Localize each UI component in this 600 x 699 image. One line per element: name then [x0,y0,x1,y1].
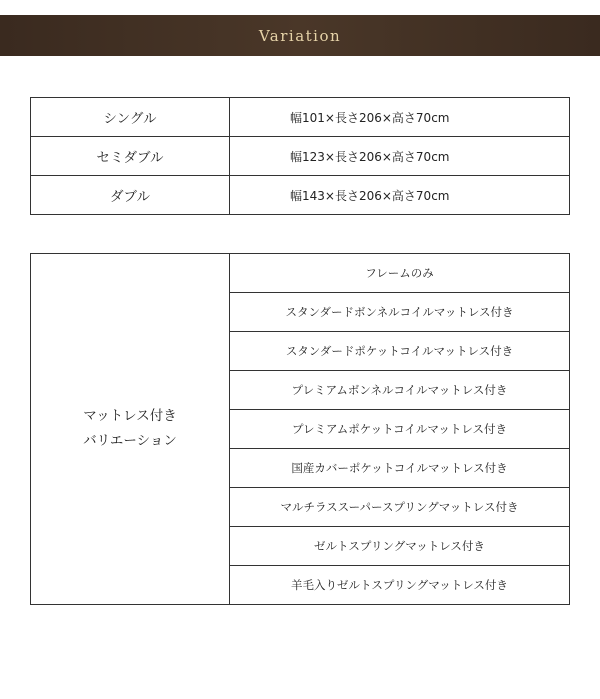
variation-table [30,253,570,605]
variation-item: ゼルトスプリングマットレス付き [230,527,570,566]
size-dimensions: 幅123×長さ206×高さ70cm [230,137,570,176]
variation-item: マルチラススーパースプリングマットレス付き [230,488,570,527]
variation-item: 羊毛入りゼルトスプリングマットレス付き [230,566,570,605]
banner-title: Variation [258,26,342,45]
variation-heading-line1: マットレス付き [83,408,177,424]
table-row [31,254,570,293]
variation-banner [0,15,600,56]
table-row [31,137,570,176]
variation-heading-line2: バリエーション [83,433,177,449]
table-row [31,176,570,215]
variation-item: フレームのみ [230,254,570,293]
size-name: ダブル [31,176,230,215]
size-name: シングル [31,98,230,137]
variation-item: プレミアムボンネルコイルマットレス付き [230,371,570,410]
variation-item: 国産カバーポケットコイルマットレス付き [230,449,570,488]
variation-item: プレミアムポケットコイルマットレス付き [230,410,570,449]
size-dimensions: 幅143×長さ206×高さ70cm [230,176,570,215]
variation-item: スタンダードボンネルコイルマットレス付き [230,293,570,332]
size-name: セミダブル [31,137,230,176]
size-dimensions: 幅101×長さ206×高さ70cm [230,98,570,137]
size-table [30,97,570,215]
variation-heading [31,254,230,605]
variation-item: スタンダードポケットコイルマットレス付き [230,332,570,371]
table-row [31,98,570,137]
